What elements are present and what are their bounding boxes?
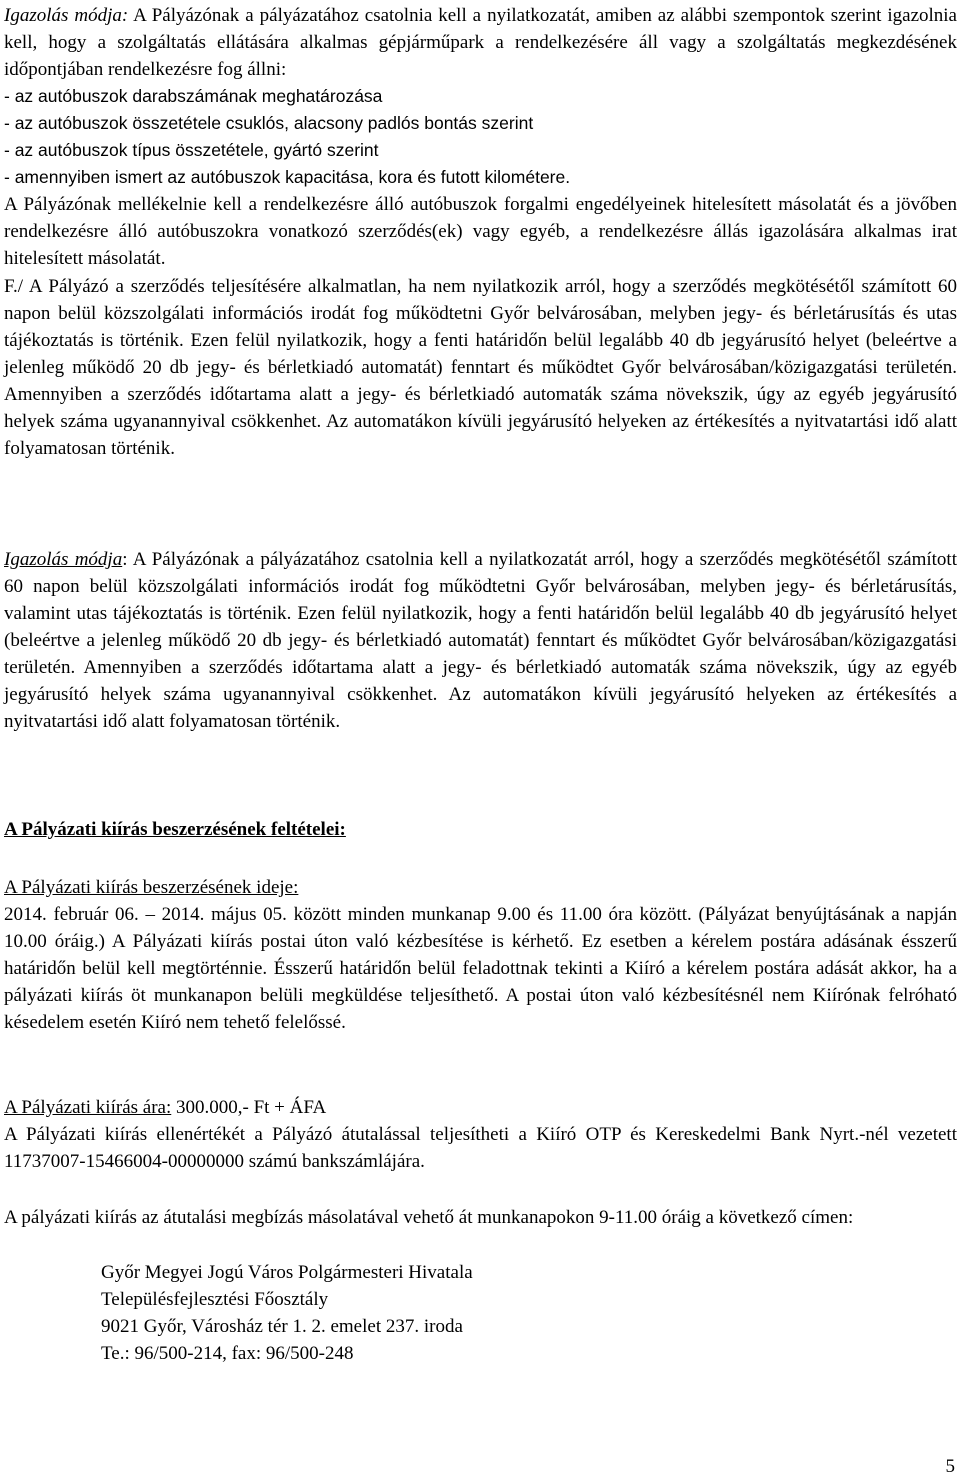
list-item: - az autóbuszok típus összetétele, gyártó szerint: [4, 140, 379, 160]
price-line: [4, 1094, 957, 1121]
paragraph-vehicle-fleet: [4, 2, 957, 272]
paragraph-payment-text: A Pályázati kiírás ellenértékét a Pályázó átutalással teljesítheti a Kiíró OTP és Kereskedelmi Bank Nyrt.-nél vezetett 11737007-15466004-00000000 számú bankszámlájára.: [4, 1124, 957, 1172]
paragraph-pickup-text: A pályázati kiírás az átutalási megbízás másolatával vehető át munkanapokon 9-11.00 óráig a következő címen:: [4, 1207, 854, 1228]
address-line: 9021 Győr, Városház tér 1. 2. emelet 237. iroda: [101, 1316, 463, 1337]
section-heading: A Pályázati kiírás beszerzésének feltételei:: [4, 819, 346, 840]
paragraph-pickup: [4, 1204, 957, 1231]
paragraph-proof-office: [4, 546, 957, 735]
label-section-f: F./: [4, 276, 24, 297]
page-number: 5: [945, 1456, 955, 1477]
list-item: - az autóbuszok darabszámának meghatározása: [4, 86, 383, 106]
address-line: Te.: 96/500-214, fax: 96/500-248: [101, 1343, 354, 1364]
list-item: - amennyiben ismert az autóbuszok kapacitása, kora és futott kilométere.: [4, 167, 571, 187]
label-acquisition-time: A Pályázati kiírás beszerzésének ideje:: [4, 877, 299, 898]
paragraph-intro: [4, 2, 957, 83]
subheading-acquisition-time: [4, 874, 957, 901]
address-line: Győr Megyei Jogú Város Polgármesteri Hivatala: [101, 1262, 473, 1283]
paragraph-acquisition-time: [4, 874, 957, 1036]
label-proof-method: Igazolás módja: [4, 549, 123, 570]
paragraph-price: [4, 1094, 957, 1175]
label-price: A Pályázati kiírás ára:: [4, 1097, 172, 1118]
paragraph-proof-body: : A Pályázónak a pályázatához csatolnia kell a nyilatkozatát arról, hogy a szerződés megkötésétől számított 60 napon belül közszolgálati információs irodát fog működtetni Győr belvárosában, melyben jegy- és bérletárusítás, valamint utas tájékoztatás is történik. Ezen felül nyilatkozik, hogy a fenti határidőn belül legalább 40 db jegyárusító helyet (beleértve a jelenleg működő 20 db jegy- és bérletkiadó automatát) fenntart és működtet Győr belvárosában/közigazgatási területén. Amennyiben a szerződés időtartama alatt a jegy- és bérletkiadó automaták száma növekszik, úgy az egyéb jegyárusító helyek száma ugyanannyival csökkenhet. Az automatákon kívüli jegyárusító helyeken az értékesítés a nyitvatartási idő alatt folyamatosan történik.: [4, 549, 957, 732]
paragraph-proof-text: [4, 546, 957, 735]
paragraph-intro-text: A Pályázónak a pályázatához csatolnia kell a nyilatkozatát, amiben az alábbi szempontok szerint igazolnia kell, hogy a szolgáltatás ellátására alkalmas gépjárműpark a rendelkezésére áll vagy a szolgáltatás megkezdésének időpontjában rendelkezésre fog állni:: [4, 5, 957, 80]
paragraph-f-body: A Pályázó a szerződés teljesítésére alkalmatlan, ha nem nyilatkozik arról, hogy a szerződés megkötésétől számított 60 napon belül közszolgálati információs irodát fog működtetni Győr belvárosában, melyben jegy- és bérletárusítás és utas tájékoztatás is történik. Ezen felül nyilatkozik, hogy a fenti határidőn belül legalább 40 db jegyárusító helyet (beleértve a jelenleg működő 20 db jegy- és bérletkiadó automatát) fenntart és működtet Győr belvárosában/közigazgatási területén. Amennyiben a szerződés időtartama alatt a jegy- és bérletkiadó automaták száma növekszik, úgy az egyéb jegyárusító helyek száma ugyanannyival csökkenhet. Az automatákon kívüli jegyárusító helyeken az értékesítés a nyitvatartási idő alatt folyamatosan történik.: [4, 276, 957, 459]
paragraph-section-f: [4, 273, 957, 462]
paragraph-f-text: [4, 273, 957, 462]
price-value: 300.000,- Ft + ÁFA: [171, 1097, 327, 1118]
label-proof-method: Igazolás módja:: [4, 5, 129, 26]
address-block: [101, 1259, 473, 1367]
address-line: Településfejlesztési Főosztály: [101, 1289, 329, 1310]
paragraph-attachments: A Pályázónak mellékelnie kell a rendelkezésre álló autóbuszok forgalmi engedélyeinek hitelesített másolatát és a jövőben rendelkezésre álló autóbuszokra vonatkozó szerződés(ek) vagy egyéb, a rendelkezésre állás igazolására alkalmas irat hitelesített másolatát.: [4, 194, 957, 269]
paragraph-acquisition-text: 2014. február 06. – 2014. május 05. között minden munkanap 9.00 és 11.00 óra között. (Pályázat benyújtásának a napján 10.00 óráig.) A Pályázati kiírás postai úton való kézbesítése is kérhető. Ez esetben a kérelem postára adásának ésszerű határidőn belül kell megtörténnie. Ésszerű határidőn belül feladottnak tekinti a Kiíró a kérelem postára adását akkor, ha a pályázati kiírás öt munkanapon belüli megküldése teljesíthető. A postai úton való kézbesítésnél nem Kiírónak felróható késedelem esetén Kiíró nem tehető felelőssé.: [4, 904, 957, 1033]
list-item: - az autóbuszok összetétele csuklós, alacsony padlós bontás szerint: [4, 113, 534, 133]
